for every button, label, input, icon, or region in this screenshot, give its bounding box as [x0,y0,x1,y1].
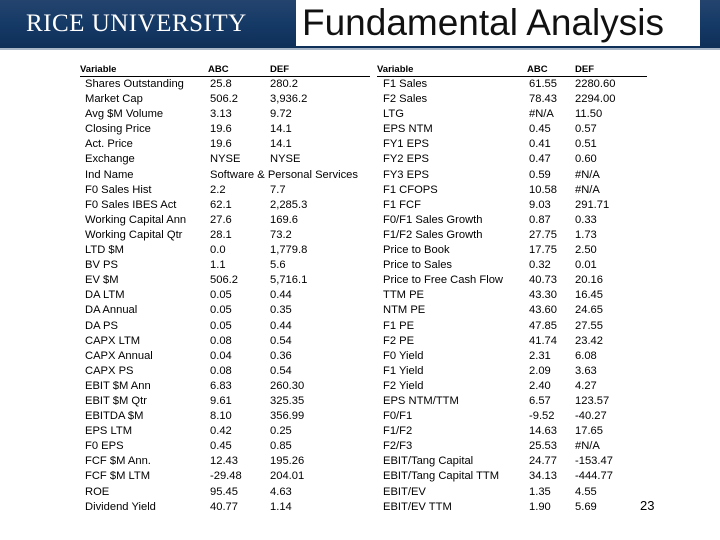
abc-value-cell: 3.13 [210,108,232,121]
table-row [377,213,647,228]
variable-cell: DA Annual [85,304,138,317]
variable-cell: Ind Name [85,168,134,181]
def-value-cell: 0.57 [575,123,597,136]
abc-value-cell: 47.85 [529,319,557,332]
def-value-cell: 4.63 [270,485,292,498]
abc-value-cell: 62.1 [210,198,232,211]
variable-cell: Closing Price [85,123,151,136]
table-row [80,469,370,484]
table-row [377,243,647,258]
table-row [80,424,370,439]
table-row [377,92,647,107]
variable-cell: F1/F2 Sales Growth [383,228,483,241]
def-value-cell: 20.16 [575,274,603,287]
table-row [377,107,647,122]
table-row [377,379,647,394]
table-row [80,183,370,198]
table-row [80,319,370,334]
abc-value-cell: 19.6 [210,123,232,136]
table-row [80,364,370,379]
def-value-cell: 0.60 [575,153,597,166]
abc-value-cell: -29.48 [210,470,242,483]
variable-cell: Price to Free Cash Flow [383,274,503,287]
def-value-cell: 0.25 [270,425,292,438]
def-value-cell: 14.1 [270,138,292,151]
def-value-cell: 123.57 [575,394,610,407]
variable-cell: Working Capital Ann [85,213,187,226]
table-row [377,137,647,152]
table-row [377,469,647,484]
abc-value-cell: NYSE [210,153,241,166]
variable-cell: Working Capital Qtr [85,228,183,241]
table-row [377,454,647,469]
variable-cell: EBIT/EV [383,485,426,498]
table-row [377,77,647,92]
abc-value-cell: 78.43 [529,93,557,106]
def-value-cell: 0.35 [270,304,292,317]
def-value-cell: 325.35 [270,394,305,407]
def-value-cell: 2,285.3 [270,198,308,211]
variable-cell: Market Cap [85,93,143,106]
table-row [80,500,370,515]
abc-value-cell: 40.77 [210,500,238,513]
abc-value-cell: 61.55 [529,78,557,90]
variable-cell: Shares Outstanding [85,78,184,90]
abc-value-cell: 506.2 [210,93,238,106]
variable-cell: Price to Book [383,244,450,257]
variable-cell: FCF $M LTM [85,470,151,483]
abc-value-cell: 0.45 [529,123,551,136]
variable-cell: Dividend Yield [85,500,156,513]
variable-cell: EV $M [85,274,119,287]
def-value-cell: 4.27 [575,379,597,392]
variable-cell: DA PS [85,319,118,332]
def-value-cell: 2294.00 [575,93,616,106]
def-value-cell: 1.73 [575,228,597,241]
variable-cell: NTM PE [383,304,426,317]
variable-cell: F1 FCF [383,198,421,211]
table-row [377,364,647,379]
abc-value-cell: #N/A [529,108,554,121]
variable-cell: F0 Yield [383,349,424,362]
def-value-cell: 16.45 [575,289,603,302]
def-value-cell: #N/A [575,440,600,453]
abc-value-cell: 0.05 [210,289,232,302]
table-row [377,394,647,409]
table-header [377,62,647,77]
table-row [377,183,647,198]
def-value-cell: 2.50 [575,244,597,257]
variable-cell: Act. Price [85,138,133,151]
abc-value-cell: 19.6 [210,138,232,151]
table-row [377,198,647,213]
abc-value-cell: 34.13 [529,470,557,483]
def-value-cell: 27.55 [575,319,603,332]
abc-value-cell: 25.53 [529,440,557,453]
def-value-cell: 0.44 [270,289,292,302]
def-value-cell: 1,779.8 [270,244,308,257]
def-value-cell: 0.33 [575,213,597,226]
abc-value-cell: 0.42 [210,425,232,438]
table-row [377,122,647,137]
def-value-cell: 1.14 [270,500,292,513]
def-value-cell: 0.36 [270,349,292,362]
variable-cell: F2 Sales [383,93,428,106]
abc-value-cell: 2.09 [529,364,551,377]
abc-value-cell: 0.05 [210,319,232,332]
abc-value-cell: 6.83 [210,379,232,392]
table-row [80,122,370,137]
table-row [80,439,370,454]
variable-cell: EBIT $M Qtr [85,394,147,407]
abc-value-cell: 9.61 [210,394,232,407]
table-row [80,198,370,213]
def-value-cell: #N/A [575,168,600,181]
variable-cell: EPS NTM [383,123,433,136]
abc-value-cell: -9.52 [529,410,555,423]
variable-cell: DA LTM [85,289,125,302]
def-value-cell: 0.54 [270,364,292,377]
table-row [377,228,647,243]
table-row [80,394,370,409]
def-value-cell: 204.01 [270,470,305,483]
table-row [377,288,647,303]
table-row [377,152,647,167]
abc-value-cell: 25.8 [210,78,232,90]
variable-cell: FY1 EPS [383,138,430,151]
table-row [377,409,647,424]
abc-value-cell: 0.05 [210,304,232,317]
variable-cell: Price to Sales [383,259,453,272]
university-logo: RICE UNIVERSITY [26,10,247,37]
def-value-cell: 260.30 [270,379,305,392]
def-value-cell: 356.99 [270,410,305,423]
variable-cell: F2/F3 [383,440,413,453]
def-value-cell: 280.2 [270,78,298,90]
abc-value-cell: 6.57 [529,394,551,407]
table-row [377,303,647,318]
def-value-cell: 0.54 [270,334,292,347]
table-row [80,334,370,349]
abc-value-cell: 0.45 [210,440,232,453]
abc-value-cell: Software & Personal Services [210,168,358,181]
variable-cell: F0/F1 [383,410,413,423]
table-row [80,258,370,273]
table-row [377,258,647,273]
def-value-cell: 291.71 [575,198,610,211]
def-value-cell: 3.63 [575,364,597,377]
variable-cell: F1 PE [383,319,415,332]
def-value-cell: 0.85 [270,440,292,453]
abc-value-cell: 1.1 [210,259,226,272]
abc-value-cell: 27.6 [210,213,232,226]
table-row [80,273,370,288]
def-value-cell: 11.50 [575,108,603,121]
abc-value-cell: 0.47 [529,153,551,166]
table-row [80,77,370,92]
variable-cell: F2 Yield [383,379,424,392]
left-metrics-table [80,62,370,515]
table-row [377,168,647,183]
variable-cell: F1/F2 [383,425,413,438]
def-value-cell: 24.65 [575,304,603,317]
table-row [377,319,647,334]
abc-value-cell: 0.87 [529,213,551,226]
page-number: 23 [640,498,655,513]
def-value-cell: 73.2 [270,228,292,241]
abc-value-cell: 40.73 [529,274,557,287]
variable-cell: EBIT/EV TTM [383,500,452,513]
abc-value-cell: 41.74 [529,334,557,347]
variable-cell: ROE [85,485,110,498]
abc-value-cell: 43.60 [529,304,557,317]
table-header [80,62,370,77]
variable-cell: EBITDA $M [85,410,144,423]
abc-value-cell: 0.32 [529,259,551,272]
right-metrics-table [377,62,647,515]
abc-value-cell: 2.2 [210,183,226,196]
abc-value-cell: 14.63 [529,425,557,438]
variable-cell: FCF $M Ann. [85,455,151,468]
variable-cell: F0 EPS [85,440,124,453]
abc-value-cell: 12.43 [210,455,238,468]
column-header: Variable [80,64,117,75]
def-value-cell: 5.69 [575,500,597,513]
variable-cell: Avg $M Volume [85,108,164,121]
table-row [377,439,647,454]
variable-cell: F1 CFOPS [383,183,438,196]
table-row [377,349,647,364]
table-row [80,303,370,318]
variable-cell: TTM PE [383,289,425,302]
variable-cell: LTG [383,108,404,121]
table-row [80,107,370,122]
table-row [80,137,370,152]
abc-value-cell: 17.75 [529,244,557,257]
def-value-cell: 14.1 [270,123,292,136]
page-title: Fundamental Analysis [302,2,664,43]
table-row [80,485,370,500]
variable-cell: EPS LTM [85,425,133,438]
def-value-cell: 5.6 [270,259,286,272]
table-row [377,485,647,500]
abc-value-cell: 0.08 [210,334,232,347]
abc-value-cell: 43.30 [529,289,557,302]
def-value-cell: #N/A [575,183,600,196]
table-row [80,349,370,364]
def-value-cell: 0.51 [575,138,597,151]
abc-value-cell: 0.04 [210,349,232,362]
column-header: DEF [270,64,289,75]
def-value-cell: 4.55 [575,485,597,498]
variable-cell: F1 Sales [383,78,428,90]
table-row [80,288,370,303]
def-value-cell: -40.27 [575,410,607,423]
variable-cell: F0 Sales Hist [85,183,152,196]
column-header: ABC [527,64,548,75]
abc-value-cell: 506.2 [210,274,238,287]
abc-value-cell: 95.45 [210,485,238,498]
variable-cell: FY2 EPS [383,153,430,166]
def-value-cell: 195.26 [270,455,305,468]
abc-value-cell: 0.08 [210,364,232,377]
variable-cell: F1 Yield [383,364,424,377]
table-row [80,243,370,258]
variable-cell: CAPX Annual [85,349,153,362]
table-row [377,273,647,288]
abc-value-cell: 0.0 [210,244,226,257]
variable-cell: CAPX LTM [85,334,141,347]
def-value-cell: 3,936.2 [270,93,308,106]
def-value-cell: -444.77 [575,470,613,483]
column-header: ABC [208,64,229,75]
abc-value-cell: 24.77 [529,455,557,468]
variable-cell: FY3 EPS [383,168,430,181]
def-value-cell: 7.7 [270,183,286,196]
variable-cell: EBIT $M Ann [85,379,151,392]
column-header: Variable [377,64,414,75]
variable-cell: EBIT/Tang Capital [383,455,474,468]
abc-value-cell: 10.58 [529,183,557,196]
table-row [80,152,370,167]
def-value-cell: 0.44 [270,319,292,332]
def-value-cell: NYSE [270,153,301,166]
variable-cell: LTD $M [85,244,124,257]
column-header: DEF [575,64,594,75]
def-value-cell: 23.42 [575,334,603,347]
def-value-cell: 5,716.1 [270,274,308,287]
abc-value-cell: 8.10 [210,410,232,423]
def-value-cell: 17.65 [575,425,603,438]
variable-cell: Exchange [85,153,135,166]
def-value-cell: 9.72 [270,108,292,121]
header-divider [0,48,720,50]
variable-cell: EPS NTM/TTM [383,394,459,407]
table-row [80,409,370,424]
abc-value-cell: 9.03 [529,198,551,211]
table-row [80,92,370,107]
table-row [80,379,370,394]
abc-value-cell: 28.1 [210,228,232,241]
variable-cell: BV PS [85,259,118,272]
table-row [80,168,370,183]
variable-cell: EBIT/Tang Capital TTM [383,470,500,483]
variable-cell: F0 Sales IBES Act [85,198,177,211]
abc-value-cell: 0.41 [529,138,551,151]
table-row [377,334,647,349]
def-value-cell: 6.08 [575,349,597,362]
abc-value-cell: 27.75 [529,228,557,241]
table-row [80,454,370,469]
variable-cell: CAPX PS [85,364,134,377]
def-value-cell: 2280.60 [575,78,616,90]
def-value-cell: 0.01 [575,259,597,272]
variable-cell: F0/F1 Sales Growth [383,213,483,226]
table-row [80,228,370,243]
abc-value-cell: 2.31 [529,349,551,362]
variable-cell: F2 PE [383,334,415,347]
abc-value-cell: 0.59 [529,168,551,181]
table-row [80,213,370,228]
abc-value-cell: 1.90 [529,500,551,513]
def-value-cell: -153.47 [575,455,613,468]
table-row [377,424,647,439]
abc-value-cell: 1.35 [529,485,551,498]
abc-value-cell: 2.40 [529,379,551,392]
def-value-cell: 169.6 [270,213,298,226]
table-row [377,500,647,515]
